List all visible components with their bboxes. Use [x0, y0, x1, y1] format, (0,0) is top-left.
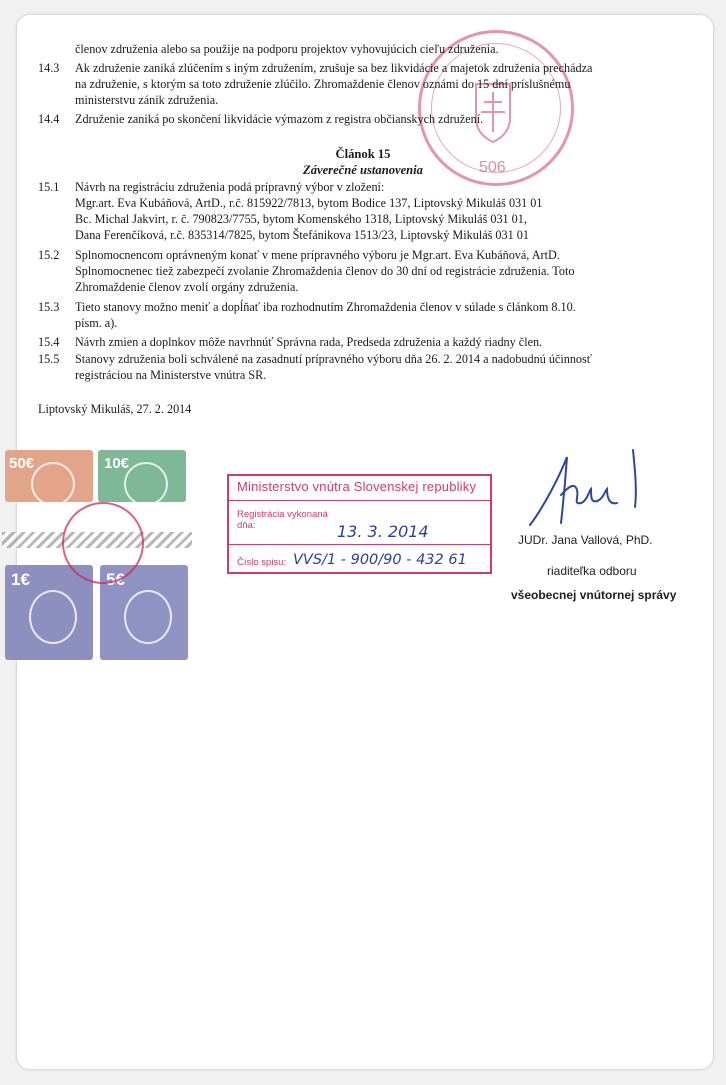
- section-number: 14.4: [38, 112, 60, 126]
- article-title: Článok 15: [335, 147, 391, 161]
- text-line: Dana Ferenčíková, r.č. 835314/7825, bytom Štefánikova 1513/23, Liptovský Mikuláš 031 01: [75, 228, 529, 242]
- text-line: Návrh zmien a doplnkov môže navrhnúť Správna rada, Predseda združenia a každý riadny člen.: [75, 335, 543, 349]
- registration-stamp: [227, 474, 492, 574]
- text-line: písm. a).: [75, 316, 118, 330]
- section-number: 15.5: [38, 352, 60, 366]
- stamp-value: 1€: [11, 570, 30, 589]
- article-subtitle: Záverečné ustanovenia: [303, 163, 423, 177]
- reg-label-1: Registrácia vykonaná: [237, 509, 328, 520]
- section-number: 15.4: [38, 335, 60, 349]
- section-number: 15.1: [38, 180, 60, 194]
- stamp-value: 5€: [106, 570, 125, 589]
- seal-number: 506: [479, 159, 506, 176]
- text-line: Stanovy združenia boli schválené na zasadnutí prípravného výboru dňa 26. 2. 2014 a nadobudnú účinnosť: [75, 352, 592, 366]
- stamp-title: Ministerstvo vnútra Slovenskej republiky: [237, 479, 477, 494]
- revenue-stamp-50: [5, 450, 93, 502]
- text-line: Ak združenie zaniká zlúčením s iným združením, zrušuje sa bez likvidácie a majetok združenia prechádza: [75, 61, 593, 75]
- stamp-value: 10€: [104, 455, 130, 472]
- text-line: registráciou na Ministerstve vnútra SR.: [75, 368, 267, 382]
- text-line: Návrh na registráciu združenia podá prípravný výbor v zložení:: [75, 180, 385, 194]
- reg-label-2: dňa:: [237, 520, 256, 531]
- revenue-stamp-1: [5, 565, 93, 660]
- signatory-role-1: riaditeľka odboru: [547, 564, 637, 578]
- registration-date: 13. 3. 2014: [337, 522, 429, 541]
- text-line: Mgr.art. Eva Kubáňová, ArtD., r.č. 815922/7813, bytom Bodice 137, Liptovský Mikuláš 031 01: [75, 196, 543, 210]
- text-line: Združenie zaniká po skončení likvidácie výmazom z registra občianskych združení.: [75, 112, 484, 126]
- text-line: ministerstvu zánik združenia.: [75, 93, 219, 107]
- text-line: Tieto stanovy možno meniť a dopĺňať iba rozhodnutím Zhromaždenia členov v súlade s článkom 8.10.: [75, 300, 576, 314]
- signatory-role-2: všeobecnej vnútornej správy: [511, 588, 677, 602]
- text-line: Splnomocnencom oprávneným konať v mene prípravného výboru je Mgr.art. Eva Kubáňová, ArtD.: [75, 248, 560, 262]
- text-line: členov združenia alebo sa použije na podporu projektov vyhovujúcich cieľu združenia.: [75, 42, 499, 56]
- section-number: 15.3: [38, 300, 60, 314]
- stamp-value: 50€: [9, 455, 35, 472]
- section-number: 15.2: [38, 248, 60, 262]
- section-number: 14.3: [38, 61, 60, 75]
- place-date: Liptovský Mikuláš, 27. 2. 2014: [38, 402, 192, 416]
- revenue-stamp-10: [98, 450, 186, 502]
- text-line: Splnomocnenec tiež zabezpečí zvolanie Zhromaždenia členov do 30 dní od registrácie združenia. Toto: [75, 264, 575, 278]
- cancellation-stamp: [62, 502, 144, 584]
- file-label: Číslo spisu:: [237, 557, 287, 568]
- signatory-name: JUDr. Jana Vallová, PhD.: [518, 533, 653, 547]
- text-line: Bc. Michal Jakvirt, r. č. 790823/7755, bytom Komenského 1318, Liptovský Mikuláš 031 01,: [75, 212, 527, 226]
- handwritten-signature: [525, 445, 675, 535]
- text-line: Zhromaždenie členov zvolí orgány združenia.: [75, 280, 299, 294]
- text-line: na združenie, s ktorým sa toto združenie zlúčilo. Zhromaždenie členov oznámi do 15 dní príslušnému: [75, 77, 571, 91]
- file-number: VVS/1 - 900/90 - 432 61: [293, 552, 467, 568]
